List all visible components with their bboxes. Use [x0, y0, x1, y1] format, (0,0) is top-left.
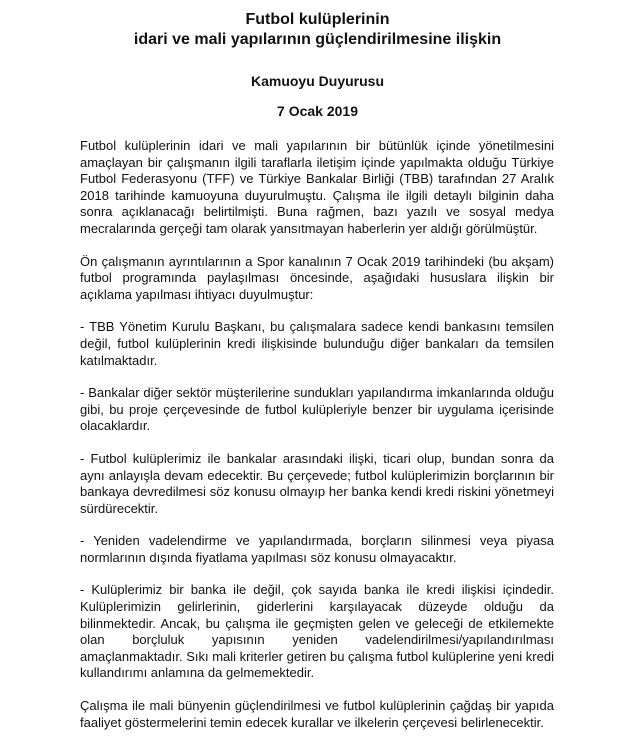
document-date: 7 Ocak 2019	[277, 103, 358, 119]
paragraph-2: Ön çalışmanın ayrıntılarının a Spor kanalının 7 Ocak 2019 tarihindeki (bu akşam) futbol programında paylaşılması öncesinde, aşağıdaki hususlara ilişkin bir açıklama yapılması ihtiyacı duyulmuştur:	[80, 253, 554, 302]
document-subtitle: Kamuoyu Duyurusu	[250, 73, 384, 89]
title-line-2: idari ve mali yapılarının güçlendirilmesine ilişkin	[133, 31, 502, 48]
title-line-1: Futbol kulüplerinin	[245, 11, 390, 28]
bullet-paragraph-4: - Yeniden vadelendirme ve yapılandırmada, borçların silinmesi veya piyasa normlarının dışında fiyatlama yapılması söz konusu olmayacaktır.	[80, 533, 554, 565]
paragraph-1: Futbol kulüplerinin idari ve mali yapılarının bir bütünlük içinde yönetilmesini amaçlayan bir çalışmanın ilgili taraflarla iletişim içinde yapılmakta olduğu Türkiye Futbol Federasyonu (TFF) ve Türkiye Bankalar Birliği (TBB) tarafından 27 Aralık 2018 tarihinde kamuoyuna duyurulmuştu. Çalışma ile ilgili detaylı bilginin daha sonra açıklanacağı belirtilmişti. Buna rağmen, bazı yazılı ve sosyal medya mecralarında gerçeği tam olarak yansıtmayan haberlerin yer aldığı görülmüştür.	[80, 138, 554, 236]
bullet-paragraph-2: - Bankalar diğer sektör müşterilerine sundukları yapılandırma imkanlarında olduğu gibi, bu proje çerçevesinde de futbol kulüpleriyle benzer bir uygulama içerisinde olacaklardır.	[80, 385, 554, 434]
document-title	[0, 10, 635, 50]
document-body	[80, 138, 554, 747]
closing-paragraph: Çalışma ile mali bünyenin güçlendirilmesi ve futbol kulüplerinin çağdaş bir yapıda faaliyet göstermelerini temin edecek kurallar ve ilkelerin çerçevesi belirlenecektir.	[80, 698, 554, 730]
bullet-paragraph-3: - Futbol kulüplerimiz ile bankalar arasındaki ilişki, ticari olup, bundan sonra da aynı anlayışla devam edecektir. Bu çerçevede; futbol kulüplerimizin borçlarının bir bankaya devredilmesi söz konusu olmayıp her banka kendi kredi riskini yönetmeyi sürdürecektir.	[80, 450, 554, 516]
bullet-paragraph-5: - Kulüplerimiz bir banka ile değil, çok sayıda banka ile kredi ilişkisi içindedir. Kulüplerimizin gelirlerinin, giderlerini karşılayacak düzeyde olduğu da bilinmektedir. Ancak, bu çalışma ile geçmişten gelen ve geleceği de etkilemekte olan borçluluk yapısının yeniden vadelendirilmesi/yapılandırılması amaçlanmaktadır. Sıkı mali kriterler getiren bu çalışma futbol kulüplerine yeni kredi kullandırımı anlamına da gelmemektedir.	[80, 582, 554, 681]
bullet-paragraph-1: - TBB Yönetim Kurulu Başkanı, bu çalışmalara sadece kendi bankasını temsilen değil, futbol kulüplerinin kredi ilişkisinde bulunduğu diğer bankaları da temsilen katılmaktadır.	[80, 319, 554, 368]
